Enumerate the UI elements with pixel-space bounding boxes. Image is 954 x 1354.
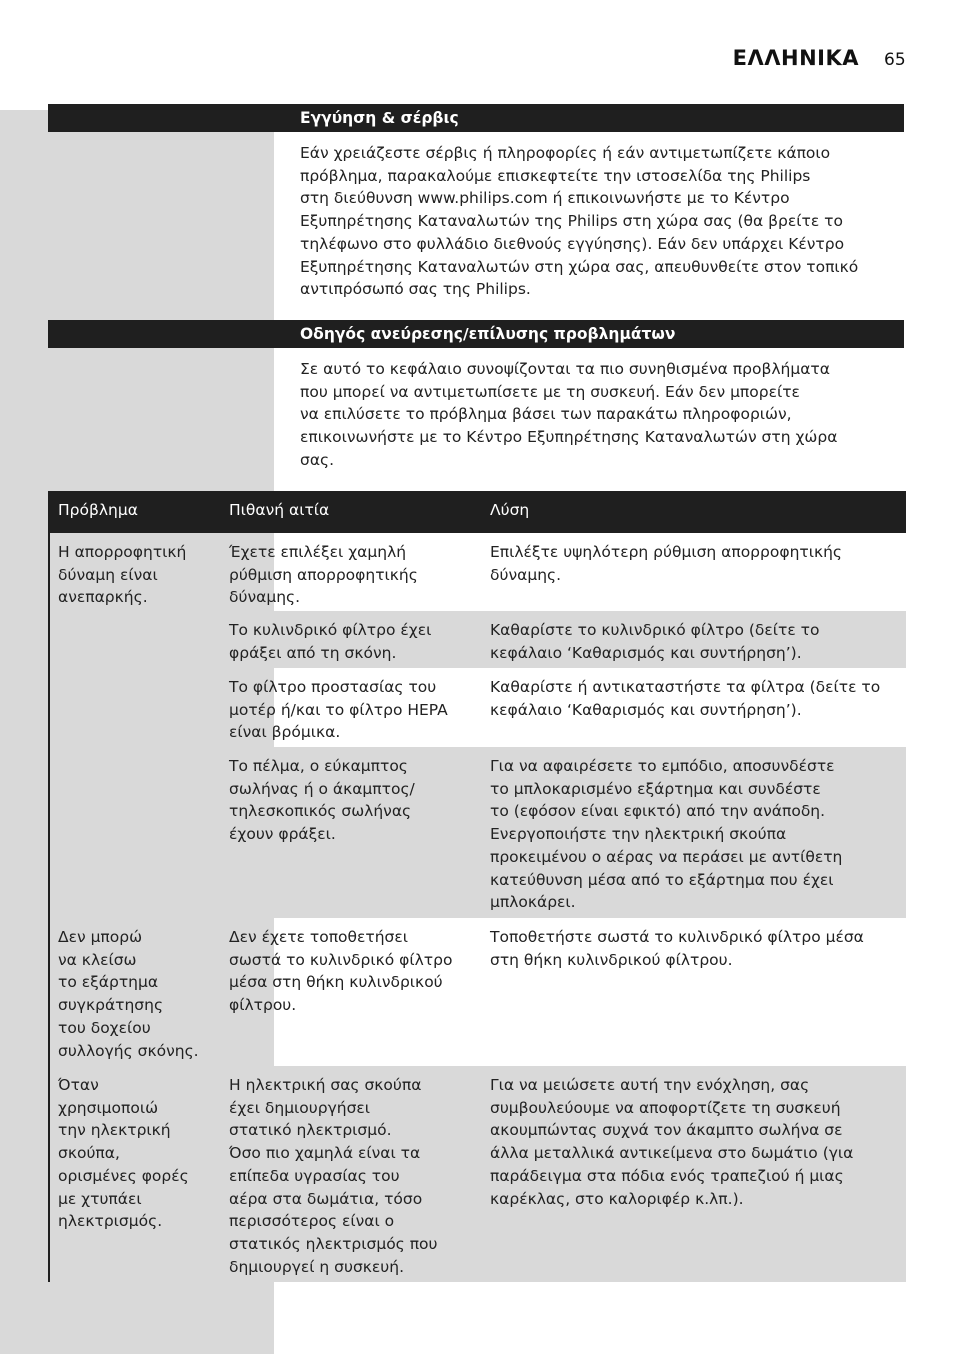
text-line: σας. xyxy=(300,450,335,469)
text-line: Εξυπηρέτησης Καταναλωτών στη χώρα σας, απευθυνθείτε στον τοπικό xyxy=(300,257,859,276)
text-line: το μπλοκαρισμένο εξάρτημα και συνδέστε xyxy=(490,779,821,798)
problem-cell xyxy=(58,541,228,609)
text-line: στη διεύθυνση www.philips.com ή επικοινωνήστε με το Κέντρο xyxy=(300,189,790,208)
text-line: μπλοκάρει. xyxy=(490,893,576,912)
text-line: σωστά το κυλινδρικό φίλτρο xyxy=(229,950,453,969)
text-line: Ενεργοποιήστε την ηλεκτρική σκούπα xyxy=(490,825,787,844)
table-row xyxy=(48,747,906,918)
text-line: Δεν έχετε τοποθετήσει xyxy=(229,928,409,946)
text-line: κεφάλαιο ‘Καθαρισμός και συντήρηση’). xyxy=(490,700,802,719)
text-line: Το φίλτρο προστασίας του xyxy=(229,678,437,696)
text-line: να κλείσω xyxy=(58,950,137,969)
text-line: κατεύθυνση μέσα από το εξάρτημα που έχει xyxy=(490,870,834,889)
language-label: ΕΛΛΗΝΙΚΑ xyxy=(732,46,859,70)
text-line: κεφάλαιο ‘Καθαρισμός και συντήρηση’). xyxy=(490,643,802,662)
column-header-solution: Λύση xyxy=(490,501,530,519)
text-line: που μπορεί να αντιμετωπίσετε με τη συσκευή. Εάν δεν μπορείτε xyxy=(300,382,800,401)
solution-cell xyxy=(490,541,902,586)
section-title-warranty: Εγγύηση & σέρβις xyxy=(300,109,459,127)
warranty-paragraph xyxy=(300,142,904,301)
text-line: άλλα μεταλλικά αντικείμενα στο δωμάτιο (για xyxy=(490,1144,854,1163)
text-line: το εξάρτημα xyxy=(58,973,159,992)
text-line: είναι βρόμικα. xyxy=(229,723,341,742)
table-header-row xyxy=(48,491,906,533)
text-line: την ηλεκτρική xyxy=(58,1121,171,1140)
text-line: τηλέφωνο στο φυλλάδιο διεθνούς εγγύησης). Εάν δεν υπάρχει Κέντρο xyxy=(300,234,845,253)
table-row xyxy=(48,918,906,1066)
column-header-cause: Πιθανή αιτία xyxy=(229,501,330,519)
text-line: ορισμένες φορές xyxy=(58,1166,189,1185)
text-line: τηλεσκοπικός σωλήνας xyxy=(229,802,412,821)
text-line: Όσο πιο χαμηλά είναι τα xyxy=(229,1144,421,1163)
text-line: στη θήκη κυλινδρικού φίλτρου. xyxy=(490,950,733,969)
text-line: Εξυπηρέτησης Καταναλωτών της Philips στη χώρα σας (θα βρείτε το xyxy=(300,212,843,231)
text-line: Η απορροφητική xyxy=(58,543,187,561)
section-title-troubleshooting: Οδηγός ανεύρεσης/επίλυσης προβλημάτων xyxy=(300,325,676,343)
text-line: πρόβλημα, παρακαλούμε επισκεφτείτε την ιστοσελίδα της Philips xyxy=(300,166,811,185)
text-line: ανεπαρκής. xyxy=(58,588,148,607)
text-line: φράξει από τη σκόνη. xyxy=(229,643,397,662)
text-line: φίλτρου. xyxy=(229,996,297,1015)
table-row xyxy=(48,611,906,668)
text-line: στατικός ηλεκτρισμός που xyxy=(229,1234,438,1253)
text-line: αντιπρόσωπό σας της Philips. xyxy=(300,280,531,299)
text-line: επίπεδα υγρασίας του xyxy=(229,1166,400,1185)
troubleshooting-paragraph xyxy=(300,358,904,472)
text-line: συλλογής σκόνης. xyxy=(58,1041,199,1060)
table-left-border xyxy=(48,491,50,1282)
text-line: χρησιμοποιώ xyxy=(58,1098,159,1117)
cause-cell xyxy=(229,676,479,744)
column-header-problem: Πρόβλημα xyxy=(58,501,138,519)
text-line: έχει δημιουργήσει xyxy=(229,1098,371,1117)
text-line: καρέκλας, στο καλοριφέρ κ.λπ.). xyxy=(490,1189,744,1208)
problem-cell xyxy=(58,1074,228,1233)
text-line: επικοινωνήστε με το Κέντρο Εξυπηρέτησης Καταναλωτών στη χώρα xyxy=(300,428,838,447)
text-line: ακουμπώντας συχνά τον άκαμπτο σωλήνα σε xyxy=(490,1121,843,1140)
text-line: έχουν φράξει. xyxy=(229,825,336,844)
text-line: Για να μειώσετε αυτή την ενόχληση, σας xyxy=(490,1076,810,1094)
cause-cell xyxy=(229,1074,479,1278)
text-line: σωλήνας ή ο άκαμπτος/ xyxy=(229,779,415,798)
text-line: στατικό ηλεκτρισμό. xyxy=(229,1121,392,1140)
text-line: Η ηλεκτρική σας σκούπα xyxy=(229,1076,422,1094)
solution-cell xyxy=(490,926,902,971)
text-line: Τοποθετήστε σωστά το κυλινδρικό φίλτρο μέσα xyxy=(490,928,864,946)
text-line: Το κυλινδρικό φίλτρο έχει xyxy=(229,621,432,639)
text-line: δύναμης. xyxy=(229,588,301,607)
text-line: Έχετε επιλέξει χαμηλή xyxy=(229,543,407,561)
cause-cell xyxy=(229,755,479,846)
cause-cell xyxy=(229,541,479,609)
text-line: Σε αυτό το κεφάλαιο συνοψίζονται τα πιο συνηθισμένα προβλήματα xyxy=(300,360,830,378)
text-line: του δοχείου xyxy=(58,1018,151,1037)
solution-cell xyxy=(490,1074,902,1210)
text-line: Όταν xyxy=(58,1076,99,1094)
text-line: συμβουλεύουμε να αποφορτίζετε τη συσκευή xyxy=(490,1098,841,1117)
text-line: ρύθμιση απορροφητικής xyxy=(229,565,418,584)
table-row xyxy=(48,533,906,611)
text-line: Δεν μπορώ xyxy=(58,928,143,946)
text-line: το (εφόσον είναι εφικτό) από την ανάποδη. xyxy=(490,802,826,821)
text-line: συγκράτησης xyxy=(58,996,164,1015)
table-row xyxy=(48,668,906,747)
text-line: Καθαρίστε ή αντικαταστήστε τα φίλτρα (δείτε το xyxy=(490,678,881,696)
text-line: δύναμη είναι xyxy=(58,565,158,584)
text-line: Καθαρίστε το κυλινδρικό φίλτρο (δείτε το xyxy=(490,621,820,639)
text-line: δημιουργεί η συσκευή. xyxy=(229,1257,405,1276)
text-line: ηλεκτρισμός. xyxy=(58,1212,163,1231)
problem-cell xyxy=(58,926,228,1062)
text-line: δύναμης. xyxy=(490,565,562,584)
cause-cell xyxy=(229,926,479,1017)
text-line: Το πέλμα, ο εύκαμπτος xyxy=(229,757,408,775)
text-line: Επιλέξτε υψηλότερη ρύθμιση απορροφητικής xyxy=(490,543,843,561)
section-header-warranty xyxy=(48,104,904,132)
solution-cell xyxy=(490,676,902,721)
text-line: προκειμένου ο αέρας να περάσει με αντίθετη xyxy=(490,847,843,866)
table-row xyxy=(48,1066,906,1282)
page-number: 65 xyxy=(884,50,906,70)
solution-cell xyxy=(490,755,902,914)
text-line: να επιλύσετε το πρόβλημα βάσει των παρακάτω πληροφοριών, xyxy=(300,405,792,424)
text-line: Για να αφαιρέσετε το εμπόδιο, αποσυνδέστε xyxy=(490,757,835,775)
text-line: σκούπα, xyxy=(58,1144,120,1163)
text-line: παράδειγμα στα πόδια ενός τραπεζιού ή μιας xyxy=(490,1166,844,1185)
text-line: Εάν χρειάζεστε σέρβις ή πληροφορίες ή εάν αντιμετωπίζετε κάποιο xyxy=(300,144,831,162)
cause-cell xyxy=(229,619,479,664)
text-line: με χτυπάει xyxy=(58,1189,142,1208)
solution-cell xyxy=(490,619,902,664)
text-line: μέσα στη θήκη κυλινδρικού xyxy=(229,973,443,992)
section-header-troubleshooting xyxy=(48,320,904,348)
troubleshooting-table xyxy=(48,491,906,1282)
text-line: αέρα στα δωμάτια, τόσο xyxy=(229,1189,423,1208)
text-line: μοτέρ ή/και το φίλτρο HEPA xyxy=(229,700,448,719)
text-line: περισσότερος είναι ο xyxy=(229,1212,395,1231)
